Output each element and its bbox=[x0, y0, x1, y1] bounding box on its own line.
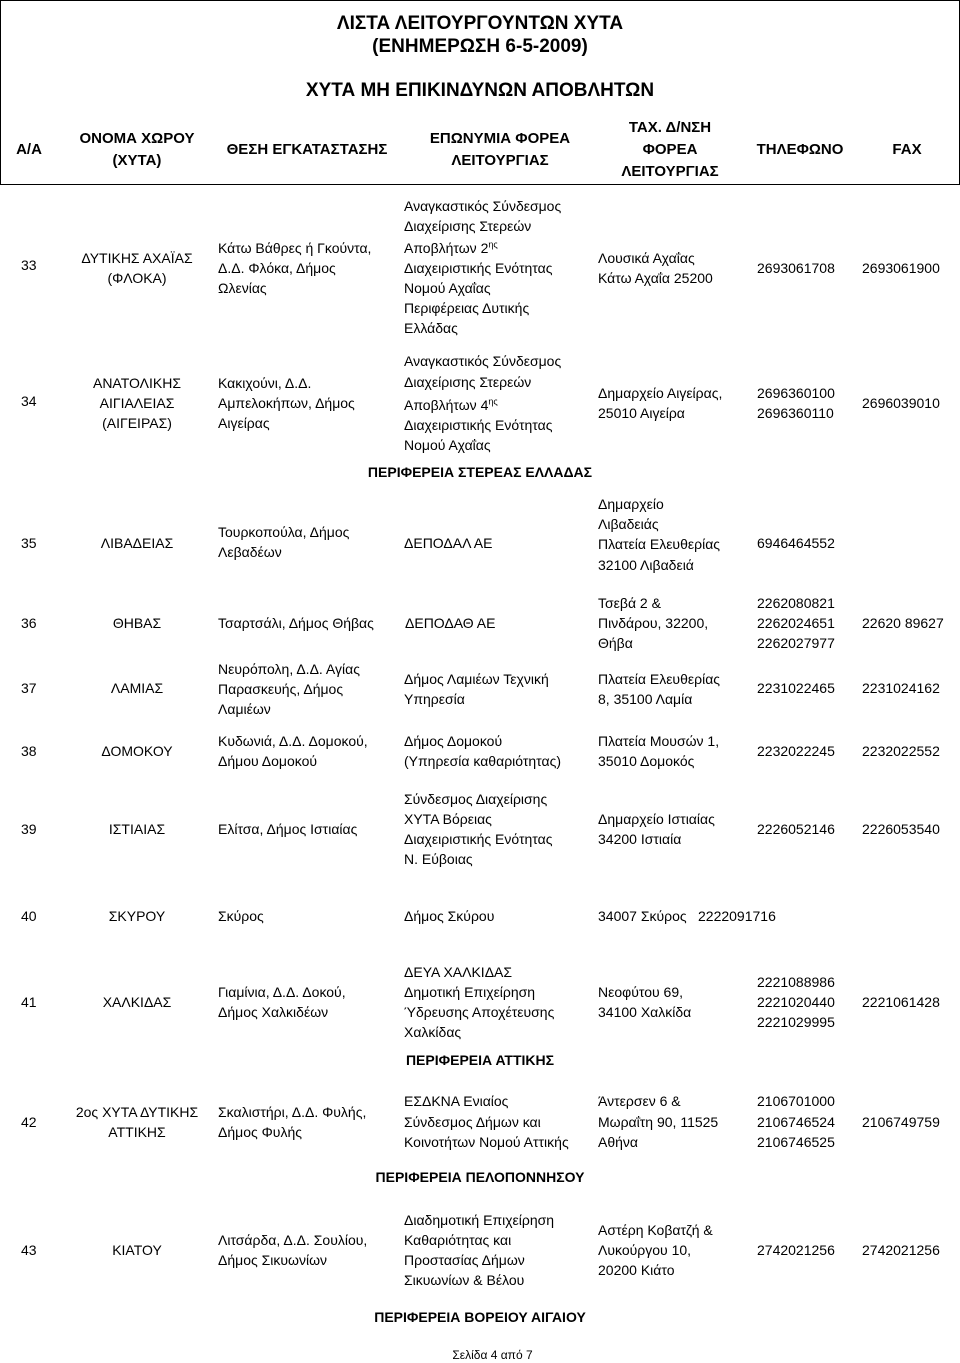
location-line: Ωλενίας bbox=[218, 280, 267, 296]
location-line: Σκαλιστήρι, Δ.Δ. Φυλής, bbox=[218, 1104, 367, 1120]
address-line: Κάτω Αχαΐα 25200 bbox=[598, 270, 713, 286]
site-name: ΙΣΤΙΑΙΑΣ bbox=[108, 821, 166, 837]
address-line: 25010 Αιγείρα bbox=[598, 405, 685, 421]
operator-name: ΔΕΠΟΔΑΛ ΑΕ bbox=[404, 535, 493, 551]
phone-number: 2232022245 bbox=[757, 743, 835, 759]
address-line: Δημαρχείο Ιστιαίας bbox=[598, 811, 715, 827]
row-number: 36 bbox=[21, 615, 37, 631]
address-line: Πλατεία Ελευθερίας bbox=[598, 536, 721, 552]
row-number: 42 bbox=[21, 1114, 37, 1130]
location-line: Δήμος Χαλκιδέων bbox=[218, 1004, 329, 1020]
region-heading-peloponnisos: ΠΕΡΙΦΕΡΕΙΑ ΠΕΛΟΠΟΝΝΗΣΟΥ bbox=[375, 1169, 585, 1185]
row-number: 37 bbox=[21, 680, 37, 696]
location-line: Τουρκοπούλα, Δήμος bbox=[218, 524, 350, 540]
operator-line: Προστασίας Δήμων bbox=[404, 1252, 525, 1268]
phone-number: 2106701000 bbox=[757, 1093, 835, 1109]
fax-number: 2693061900 bbox=[862, 260, 940, 276]
phone-number: 2221020440 bbox=[757, 994, 835, 1010]
phone-number: 2262027977 bbox=[757, 635, 835, 651]
address-line: Πλατεία Ελευθερίας bbox=[598, 671, 721, 687]
operator-line: Ύδρευσης Αποχέτευσης bbox=[404, 1004, 555, 1020]
row-number: 41 bbox=[21, 994, 37, 1010]
location-line: Παρασκευής, Δήμος bbox=[218, 681, 344, 697]
location-line: Λαμιέων bbox=[218, 701, 271, 717]
phone-number: 2221088986 bbox=[757, 974, 835, 990]
site-name: ΑΤΤΙΚΗΣ bbox=[108, 1124, 166, 1140]
header-operator-line2: ΛΕΙΤΟΥΡΓΙΑΣ bbox=[451, 152, 549, 169]
operator-line: Δημοτική Επιχείρηση bbox=[404, 984, 536, 1000]
address-line: 32100 Λιβαδειά bbox=[598, 557, 694, 573]
phone-number: 2221029995 bbox=[757, 1014, 835, 1030]
row-number: 33 bbox=[21, 257, 37, 273]
fax-number: 2232022552 bbox=[862, 743, 940, 759]
operator-line: Ελλάδας bbox=[404, 320, 458, 336]
site-name: ΔΥΤΙΚΗΣ ΑΧΑΪΑΣ bbox=[81, 250, 193, 266]
location-line: Κυδωνιά, Δ.Δ. Δομοκού, bbox=[218, 733, 368, 749]
phone-number: 2262080821 bbox=[757, 595, 835, 611]
region-heading-sterea: ΠΕΡΙΦΕΡΕΙΑ ΣΤΕΡΕΑΣ ΕΛΛΑΔΑΣ bbox=[367, 464, 593, 480]
header-address-line2: ΦΟΡΕΑ bbox=[642, 141, 698, 158]
address-line: 20200 Κιάτο bbox=[598, 1262, 675, 1278]
site-name: ΣΚΥΡΟΥ bbox=[108, 908, 166, 924]
operator-line: Νομού Αχαΐας bbox=[404, 280, 491, 296]
operator-line: Δήμος Δομοκού bbox=[404, 733, 503, 749]
phone-number: 2222091716 bbox=[698, 908, 776, 924]
header-phone: ΤΗΛΕΦΩΝΟ bbox=[756, 141, 844, 158]
operator-line: Αναγκαστικός Σύνδεσμος bbox=[404, 198, 562, 214]
operator-line: Αποβλήτων $2^{\eta\varsigma}$ bbox=[404, 239, 498, 256]
address-line: 35010 Δομοκός bbox=[598, 753, 695, 769]
operator-line: Ν. Εύβοιας bbox=[404, 851, 473, 867]
operator-line: Αναγκαστικός Σύνδεσμος bbox=[404, 353, 562, 369]
row-number: 35 bbox=[21, 535, 37, 551]
region-heading-attiki: ΠΕΡΙΦΕΡΕΙΑ ΑΤΤΙΚΗΣ bbox=[405, 1052, 555, 1068]
phone-number: 2696360110 bbox=[757, 405, 834, 421]
address-line: Λουσικά Αχαΐας bbox=[598, 250, 695, 266]
row-number: 43 bbox=[21, 1242, 37, 1258]
location-line: Τσαρτσάλι, Δήμος Θήβας bbox=[218, 615, 374, 631]
fax-number: 22620 89627 bbox=[862, 615, 944, 631]
location-line: Λεβαδέων bbox=[218, 544, 282, 560]
operator-line: Κοινοτήτων Νομού Αττικής bbox=[404, 1134, 569, 1150]
operator-line: (Υπηρεσία καθαριότητας) bbox=[404, 753, 562, 769]
location-line: Νευρόπολη, Δ.Δ. Αγίας bbox=[218, 661, 360, 677]
fax-number: 2696039010 bbox=[862, 395, 940, 411]
operator-line: Δήμος Λαμιέων Τεχνική bbox=[404, 671, 549, 687]
operator-line: Σύνδεσμος Δήμων και bbox=[404, 1114, 541, 1130]
site-name: ΛΙΒΑΔΕΙΑΣ bbox=[100, 535, 174, 551]
operator-line: Σικυωνίων & Βέλου bbox=[404, 1272, 525, 1288]
operator-line: Αποβλήτων $4^{\eta\varsigma}$ bbox=[404, 396, 498, 413]
header-name-line1: ΟΝΟΜΑ ΧΩΡΟΥ bbox=[79, 130, 195, 147]
location-line: Κακιχούνι, Δ.Δ. bbox=[218, 375, 312, 391]
row-number: 40 bbox=[21, 908, 37, 924]
location-line: Δήμος Φυλής bbox=[218, 1124, 302, 1140]
phone-number: 2262024651 bbox=[757, 615, 835, 631]
phone-number: 2696360100 bbox=[757, 385, 835, 401]
address-line: 34100 Χαλκίδα bbox=[598, 1004, 692, 1020]
header-operator-line1: ΕΠΩΝΥΜΙΑ ΦΟΡΕΑ bbox=[429, 130, 571, 147]
header-address-line3: ΛΕΙΤΟΥΡΓΙΑΣ bbox=[621, 163, 719, 180]
address-line: Νεοφύτου 69, bbox=[598, 984, 683, 1000]
phone-number: 2231022465 bbox=[757, 680, 835, 696]
header-fax: FAX bbox=[892, 141, 922, 158]
operator-line: Διαχείρισης Στερεών bbox=[404, 374, 532, 390]
document-subtitle: ΧΥΤΑ ΜΗ ΕΠΙΚΙΝΔΥΝΩΝ ΑΠΟΒΛΗΤΩΝ bbox=[305, 80, 655, 101]
address-line: 34007 Σκύρος bbox=[598, 908, 687, 924]
address-line: 8, 35100 Λαμία bbox=[598, 691, 693, 707]
phone-number: 6946464552 bbox=[757, 535, 835, 551]
operator-line: Υπηρεσία bbox=[404, 691, 465, 707]
row-number: 39 bbox=[21, 821, 37, 837]
header-location: ΘΕΣΗ ΕΓΚΑΤΑΣΤΑΣΗΣ bbox=[226, 141, 388, 158]
location-line: Δήμου Δομοκού bbox=[218, 753, 318, 769]
location-line: Ελίτσα, Δήμος Ιστιαίας bbox=[218, 821, 358, 837]
header-name-line2: (ΧΥΤΑ) bbox=[112, 152, 162, 169]
operator-line: Χαλκίδας bbox=[404, 1024, 462, 1040]
fax-number: 2106749759 bbox=[862, 1114, 940, 1130]
region-heading-voreio-aigaio: ΠΕΡΙΦΕΡΕΙΑ ΒΟΡΕΙΟΥ ΑΙΓΑΙΟΥ bbox=[374, 1309, 586, 1325]
address-line: Δημαρχείο Αιγείρας, bbox=[598, 385, 723, 401]
header-aa: Α/Α bbox=[16, 141, 42, 158]
site-name: ΘΗΒΑΣ bbox=[112, 615, 162, 631]
site-name: ΧΑΛΚΙΔΑΣ bbox=[102, 994, 172, 1010]
document-title: ΛΙΣΤΑ ΛΕΙΤΟΥΡΓΟΥΝΤΩΝ ΧΥΤΑ bbox=[336, 13, 624, 34]
operator-line: Διαχειριστικής Ενότητας bbox=[404, 831, 553, 847]
page-number: Σελίδα 4 από 7 bbox=[452, 1348, 533, 1362]
address-line: Πλατεία Μουσών 1, bbox=[598, 733, 720, 749]
fax-number: 2221061428 bbox=[862, 994, 940, 1010]
operator-line: Διαδημοτική Επιχείρηση bbox=[404, 1212, 555, 1228]
operator-line: Διαχειριστικής Ενότητας bbox=[404, 260, 553, 276]
site-name: ΔΟΜΟΚΟΥ bbox=[101, 743, 173, 759]
address-line: 34200 Ιστιαία bbox=[598, 831, 682, 847]
row-number: 34 bbox=[21, 393, 37, 409]
address-line: Δημαρχείο bbox=[598, 496, 664, 512]
location-line: Γιαμίνια, Δ.Δ. Δοκού, bbox=[218, 984, 346, 1000]
address-line: Λυκούργου 10, bbox=[598, 1242, 692, 1258]
operator-line: ΔΕΥΑ ΧΑΛΚΙΔΑΣ bbox=[404, 964, 513, 980]
site-name: ΛΑΜΙΑΣ bbox=[110, 680, 164, 696]
site-name: ΑΙΓΙΑΛΕΙΑΣ bbox=[99, 395, 175, 411]
operator-line: Νομού Αχαΐας bbox=[404, 437, 491, 453]
phone-number: 2742021256 bbox=[757, 1242, 835, 1258]
fax-number: 2742021256 bbox=[862, 1242, 940, 1258]
site-name-sub: (ΦΛΟΚΑ) bbox=[107, 270, 167, 286]
site-name: 2ος ΧΥΤΑ ΔΥΤΙΚΗΣ bbox=[75, 1104, 199, 1120]
operator-name: ΔΕΠΟΔΑΘ ΑΕ bbox=[405, 615, 496, 631]
phone-number: 2106746524 bbox=[757, 1114, 835, 1130]
operator-line: Διαχειριστικής Ενότητας bbox=[404, 417, 553, 433]
operator-line: Διαχείρισης Στερεών bbox=[404, 218, 532, 234]
operator-line: Περιφέρειας Δυτικής bbox=[404, 300, 530, 316]
address-line: Άντερσεν 6 & bbox=[598, 1093, 681, 1109]
site-name-sub: (ΑΙΓΕΙΡΑΣ) bbox=[102, 415, 172, 431]
operator-line: Σύνδεσμος Διαχείρισης bbox=[404, 791, 548, 807]
row-number: 38 bbox=[21, 743, 37, 759]
address-line: Τσεβά 2 & bbox=[598, 595, 661, 611]
fax-number: 2226053540 bbox=[862, 821, 940, 837]
address-line: Αστέρη Κοβατζή & bbox=[598, 1222, 713, 1238]
operator-name: Δήμος Σκύρου bbox=[404, 908, 495, 924]
location-line: Λιτσάρδα, Δ.Δ. Σουλίου, bbox=[218, 1232, 368, 1248]
address-line: Θήβα bbox=[598, 635, 633, 651]
location-line: Αμπελοκήπων, Δήμος bbox=[218, 395, 355, 411]
location-line: Αιγείρας bbox=[218, 415, 270, 431]
phone-number: 2693061708 bbox=[757, 260, 835, 276]
document-update-date: (ΕΝΗΜΕΡΩΣΗ 6-5-2009) bbox=[372, 36, 588, 57]
location-line: Σκύρος bbox=[218, 908, 264, 924]
address-line: Μωραΐτη 90, 11525 bbox=[598, 1114, 719, 1130]
phone-number: 2106746525 bbox=[757, 1134, 835, 1150]
location-line: Δ.Δ. Φλόκα, Δήμος bbox=[218, 260, 336, 276]
site-name: ΑΝΑΤΟΛΙΚΗΣ bbox=[92, 375, 182, 391]
header-address-line1: ΤΑΧ. Δ/ΝΣΗ bbox=[628, 119, 712, 136]
fax-number: 2231024162 bbox=[862, 680, 940, 696]
phone-number: 2226052146 bbox=[757, 821, 835, 837]
address-line: Πινδάρου, 32200, bbox=[598, 615, 709, 631]
operator-line: ΕΣΔΚΝΑ Ενιαίος bbox=[404, 1093, 509, 1109]
address-line: Αθήνα bbox=[598, 1134, 639, 1150]
operator-line: ΧΥΤΑ Βόρειας bbox=[404, 811, 492, 827]
address-line: Λιβαδειάς bbox=[598, 516, 659, 532]
location-line: Δήμος Σικυωνίων bbox=[218, 1252, 328, 1268]
location-line: Κάτω Βάθρες ή Γκούντα, bbox=[218, 240, 372, 256]
site-name: ΚΙΑΤΟΥ bbox=[112, 1242, 162, 1258]
operator-line: Καθαριότητας και bbox=[404, 1232, 512, 1248]
